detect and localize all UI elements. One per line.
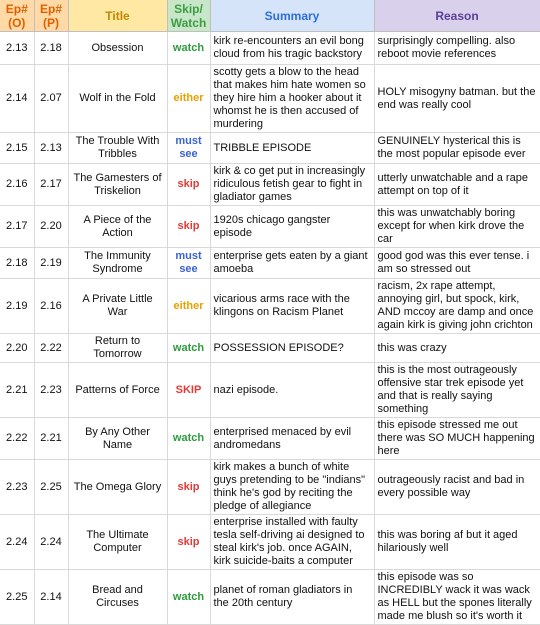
cell-reason: this was boring af but it aged hilariously well [374, 515, 540, 570]
cell-title: The Ultimate Computer [68, 515, 167, 570]
table-row [0, 363, 540, 418]
cell-reason: racism, 2x rape attempt, annoying girl, but spock, kirk, AND mccoy are damp and once again kirk is giving john crichton [374, 279, 540, 334]
cell-ep-original: 2.20 [0, 334, 34, 363]
cell-summary: enterprised menaced by evil andromedans [210, 418, 374, 460]
cell-summary: enterprise gets eaten by a giant amoeba [210, 248, 374, 279]
cell-verdict: watch [167, 418, 210, 460]
cell-ep-production: 2.21 [34, 418, 68, 460]
cell-summary: vicarious arms race with the klingons on Racism Planet [210, 279, 374, 334]
table-row [0, 279, 540, 334]
cell-verdict: SKIP [167, 363, 210, 418]
cell-verdict: skip [167, 206, 210, 248]
cell-ep-original: 2.17 [0, 206, 34, 248]
cell-title: The Gamesters of Triskelion [68, 164, 167, 206]
cell-ep-original: 2.19 [0, 279, 34, 334]
cell-ep-production: 2.18 [34, 32, 68, 65]
table-row [0, 65, 540, 133]
cell-ep-original: 2.22 [0, 418, 34, 460]
cell-reason: GENUINELY hysterical this is the most popular episode ever [374, 133, 540, 164]
cell-summary: enterprise installed with faulty tesla self-driving ai designed to steal kirk's job. once AGAIN, kirk suicide-baits a computer [210, 515, 374, 570]
cell-ep-production: 2.07 [34, 65, 68, 133]
cell-verdict: must see [167, 133, 210, 164]
cell-ep-production: 2.24 [34, 515, 68, 570]
cell-ep-production: 2.20 [34, 206, 68, 248]
header-summary: Summary [210, 0, 374, 32]
header-reason: Reason [374, 0, 540, 32]
cell-ep-original: 2.13 [0, 32, 34, 65]
cell-summary: kirk & co get put in increasingly ridiculous fetish gear to fight in gladiator games [210, 164, 374, 206]
table-row [0, 248, 540, 279]
cell-reason: utterly unwatchable and a rape attempt on top of it [374, 164, 540, 206]
cell-ep-original: 2.24 [0, 515, 34, 570]
cell-ep-original: 2.14 [0, 65, 34, 133]
cell-summary: kirk makes a bunch of white guys pretending to be "indians" think he's god by reciting the pledge of allegiance [210, 460, 374, 515]
cell-verdict: either [167, 65, 210, 133]
cell-ep-production: 2.13 [34, 133, 68, 164]
cell-title: A Piece of the Action [68, 206, 167, 248]
cell-ep-original: 2.15 [0, 133, 34, 164]
table-row [0, 206, 540, 248]
cell-reason: surprisingly compelling. also reboot movie references [374, 32, 540, 65]
cell-title: Return to Tomorrow [68, 334, 167, 363]
header-skip-watch: Skip/ Watch [167, 0, 210, 32]
cell-ep-production: 2.22 [34, 334, 68, 363]
table-row [0, 460, 540, 515]
table-row [0, 418, 540, 460]
cell-title: Wolf in the Fold [68, 65, 167, 133]
cell-ep-production: 2.23 [34, 363, 68, 418]
cell-verdict: skip [167, 515, 210, 570]
table-row [0, 515, 540, 570]
cell-ep-original: 2.25 [0, 570, 34, 625]
cell-ep-production: 2.19 [34, 248, 68, 279]
cell-reason: this episode was so INCREDIBLY wack it was wack as HELL but the spones literally made me blush so it's worth it [374, 570, 540, 625]
cell-reason: outrageously racist and bad in every possible way [374, 460, 540, 515]
cell-verdict: must see [167, 248, 210, 279]
cell-reason: HOLY misogyny batman. but the end was really cool [374, 65, 540, 133]
cell-summary: scotty gets a blow to the head that makes him hate women so they hire him a hooker about it whomst he is then accused of murdering [210, 65, 374, 133]
cell-verdict: watch [167, 334, 210, 363]
header-row [0, 0, 540, 32]
cell-ep-production: 2.17 [34, 164, 68, 206]
table-row [0, 164, 540, 206]
header-ep-original: Ep# (O) [0, 0, 34, 32]
cell-ep-original: 2.21 [0, 363, 34, 418]
cell-reason: this was crazy [374, 334, 540, 363]
table-row [0, 334, 540, 363]
cell-reason: good god was this ever tense. i am so stressed out [374, 248, 540, 279]
header-ep-production: Ep# (P) [34, 0, 68, 32]
cell-title: A Private Little War [68, 279, 167, 334]
cell-title: The Trouble With Tribbles [68, 133, 167, 164]
cell-title: By Any Other Name [68, 418, 167, 460]
cell-ep-production: 2.14 [34, 570, 68, 625]
cell-ep-original: 2.16 [0, 164, 34, 206]
cell-reason: this is the most outrageously offensive star trek episode yet and that is really saying something [374, 363, 540, 418]
cell-reason: this was unwatchably boring except for when kirk drove the car [374, 206, 540, 248]
cell-summary: TRIBBLE EPISODE [210, 133, 374, 164]
cell-verdict: either [167, 279, 210, 334]
cell-title: Bread and Circuses [68, 570, 167, 625]
cell-summary: planet of roman gladiators in the 20th century [210, 570, 374, 625]
cell-ep-production: 2.25 [34, 460, 68, 515]
cell-ep-original: 2.23 [0, 460, 34, 515]
cell-title: Patterns of Force [68, 363, 167, 418]
cell-verdict: skip [167, 460, 210, 515]
table-row [0, 570, 540, 625]
cell-verdict: watch [167, 570, 210, 625]
cell-title: The Immunity Syndrome [68, 248, 167, 279]
table-row [0, 32, 540, 65]
cell-summary: nazi episode. [210, 363, 374, 418]
cell-summary: kirk re-encounters an evil bong cloud from his tragic backstory [210, 32, 374, 65]
cell-title: The Omega Glory [68, 460, 167, 515]
cell-summary: POSSESSION EPISODE? [210, 334, 374, 363]
cell-summary: 1920s chicago gangster episode [210, 206, 374, 248]
cell-verdict: skip [167, 164, 210, 206]
cell-ep-original: 2.18 [0, 248, 34, 279]
cell-title: Obsession [68, 32, 167, 65]
table-row [0, 133, 540, 164]
cell-ep-production: 2.16 [34, 279, 68, 334]
cell-reason: this episode stressed me out there was SO MUCH happening here [374, 418, 540, 460]
header-title: Title [68, 0, 167, 32]
cell-verdict: watch [167, 32, 210, 65]
